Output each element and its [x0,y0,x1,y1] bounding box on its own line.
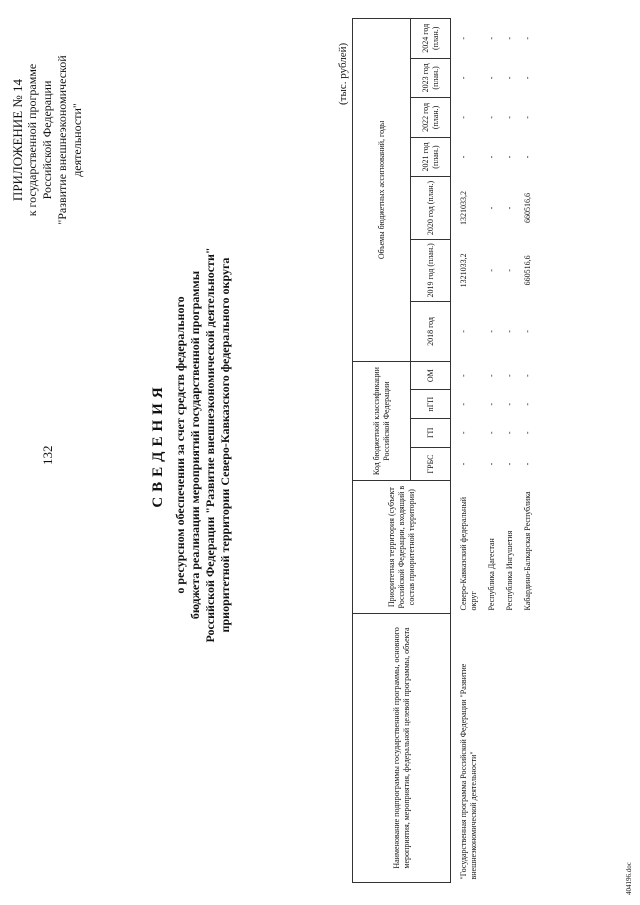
kbk-cell: - [523,431,532,435]
header-year-col: 2023 год (план.) [411,58,451,98]
kbk-cell: - [505,374,514,377]
header-name: Наименование подпрограммы государственной программы, основного мероприятия, мероприятия, федеральной целевой программы, объекта [353,613,451,882]
header-year-col: 2018 год [411,302,451,362]
appendix-line: к государственной программе [25,63,39,217]
value-cell: - [523,36,532,40]
kbk-cell: - [459,402,468,406]
territory-cell: Кабардино-Балкарская Республика [523,491,532,611]
appendix-line: "Развитие внешнеэкономической [55,55,69,225]
header-year-col: 2024 год (план.) [411,19,451,59]
page-number: 132 [40,445,55,465]
kbk-cell: - [459,374,468,377]
heading-line: бюджета реализации мероприятий государственной программы [188,270,202,620]
value-cell: - [487,116,496,119]
header-year-col: 2021 год (план.) [411,137,451,177]
kbk-cell: - [523,374,532,377]
header-kbk-col: ГРБС [411,447,451,481]
kbk-cell: - [523,462,532,466]
value-cell: - [523,76,532,80]
value-cell: 660516,6 [523,192,532,223]
header-volumes: Объемы бюджетных ассигнований, годы [353,19,411,362]
value-cell: - [487,36,496,40]
value-cell: - [487,269,496,272]
kbk-cell: - [487,462,496,466]
header-kbk-col: пГП [411,390,451,419]
value-cell: - [459,330,468,333]
heading-title: СВЕДЕНИЯ [150,382,166,508]
header-territory: Приоритетная территория (субъект Российской Федерации, входящий в состав приоритетной территории) [353,481,451,614]
appendix-title: ПРИЛОЖЕНИЕ № 14 [10,78,25,202]
value-cell: - [505,116,514,119]
value-cell: - [505,206,514,210]
kbk-cell: - [523,402,532,406]
heading-line: о ресурсном обеспечении за счет средств федерального [173,296,187,594]
kbk-cell: - [459,431,468,435]
kbk-cell: - [487,431,496,435]
value-cell: - [459,155,468,159]
value-cell: - [505,155,514,159]
value-cell: - [523,330,532,333]
value-cell: 1321033,2 [459,253,468,288]
heading-line: Российской Федерации "Развитие внешнеэкономической деятельности" [203,247,217,643]
header-year-col: 2022 год (план.) [411,98,451,138]
kbk-cell: - [505,402,514,406]
value-cell: - [523,155,532,159]
program-name-cell: "Государственная программа Российской Федерации "Развитие внешнеэкономической деятельности" [459,663,478,880]
appendix-block [10,15,85,265]
appendix-line: деятельности" [70,103,84,177]
kbk-cell: - [487,374,496,377]
kbk-cell: - [505,462,514,466]
heading-line: приоритетной территории Северо-Кавказского федерального округа [218,257,232,633]
kbk-cell: - [487,402,496,406]
header-kbk-col: ГП [411,419,451,448]
document-heading [150,165,233,725]
footer-filename: 404196.doc [625,862,633,895]
header-year-col: 2019 год (план.) [411,239,451,301]
territory-cell: Северо-Кавказский федеральный округ [459,497,478,611]
kbk-cell: - [505,431,514,435]
territory-cell: Республика Дагестан [487,538,496,611]
value-cell: - [459,76,468,80]
value-cell: - [505,76,514,80]
units-label: (тыс. рублей) [337,42,349,105]
value-cell: - [523,116,532,119]
kbk-cell: - [459,462,468,466]
header-kbk-col: ОМ [411,361,451,390]
table-row [451,19,482,883]
value-cell: - [505,269,514,272]
header-kbk: Код бюджетной классификации Российской Федерации [353,361,411,481]
header-year-col: 2020 год (план.) [411,177,451,239]
value-cell: - [459,116,468,119]
territory-cell: Республика Ингушетия [505,530,514,611]
value-cell: - [505,330,514,333]
value-cell: - [487,330,496,333]
value-cell: - [487,155,496,159]
value-cell: 660516,6 [523,255,532,286]
value-cell: 1321033,2 [459,190,468,225]
value-cell: - [487,76,496,80]
value-cell: - [505,36,514,40]
value-cell: - [487,206,496,210]
budget-table [352,18,535,883]
value-cell: - [459,36,468,40]
appendix-line: Российской Федерации [40,80,54,200]
